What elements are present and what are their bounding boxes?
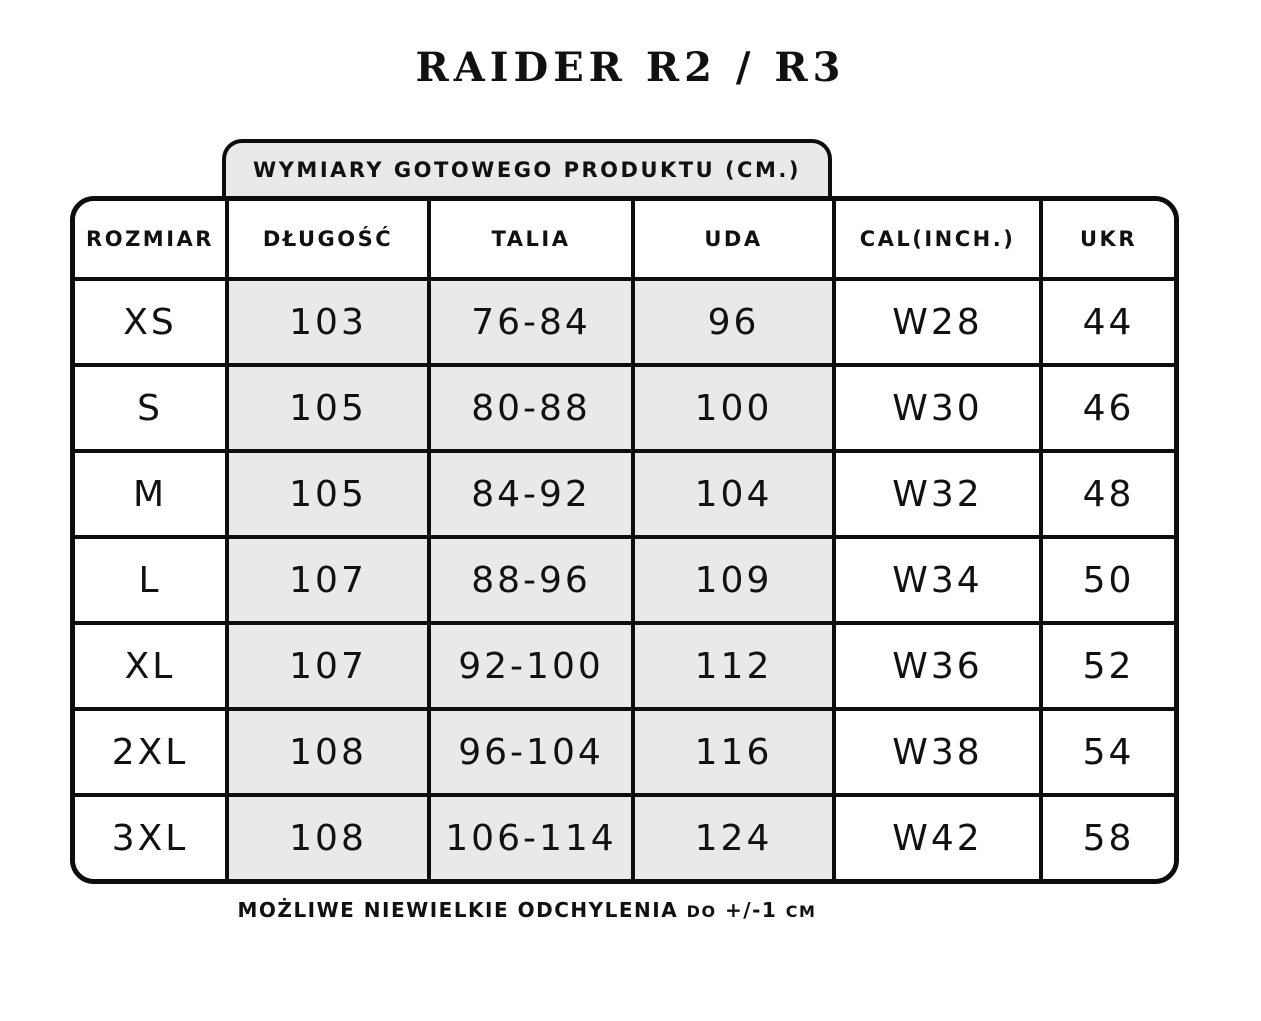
cell-2xl-ukr: 54 <box>1039 707 1174 793</box>
cell-2xl-waist: 96-104 <box>427 707 631 793</box>
size-table <box>70 196 1179 884</box>
cell-m-waist: 84-92 <box>427 449 631 535</box>
cell-l-ukr: 50 <box>1039 535 1174 621</box>
cell-l-inch: W34 <box>832 535 1039 621</box>
cell-3xl-ukr: 58 <box>1039 793 1174 879</box>
cell-2xl-inch: W38 <box>832 707 1039 793</box>
cell-m-ukr: 48 <box>1039 449 1174 535</box>
size-chart-sheet <box>70 139 1179 922</box>
cell-3xl-thigh: 124 <box>631 793 832 879</box>
cell-xl-length: 107 <box>225 621 427 707</box>
cell-s-ukr: 46 <box>1039 363 1174 449</box>
cell-size-m: M <box>75 449 225 535</box>
cell-xs-waist: 76-84 <box>427 277 631 363</box>
cell-s-length: 105 <box>225 363 427 449</box>
cell-3xl-length: 108 <box>225 793 427 879</box>
column-header-ukr: UKR <box>1039 201 1174 277</box>
cell-l-thigh: 109 <box>631 535 832 621</box>
cell-3xl-waist: 106-114 <box>427 793 631 879</box>
tolerance-note <box>222 898 832 922</box>
cell-m-thigh: 104 <box>631 449 832 535</box>
cell-size-xs: XS <box>75 277 225 363</box>
column-header-rozmiar: ROZMIAR <box>75 201 225 277</box>
cell-size-s: S <box>75 363 225 449</box>
cell-xs-length: 103 <box>225 277 427 363</box>
cell-m-inch: W32 <box>832 449 1039 535</box>
cm-dimensions-label: WYMIARY GOTOWEGO PRODUKTU (CM.) <box>253 157 801 182</box>
cell-s-waist: 80-88 <box>427 363 631 449</box>
tolerance-note-value: +/-1 <box>725 898 778 922</box>
cell-xl-waist: 92-100 <box>427 621 631 707</box>
cell-3xl-inch: W42 <box>832 793 1039 879</box>
cell-s-thigh: 100 <box>631 363 832 449</box>
cell-size-2xl: 2XL <box>75 707 225 793</box>
tolerance-note-main: MOŻLIWE NIEWIELKIE ODCHYLENIA <box>237 898 679 922</box>
cell-m-length: 105 <box>225 449 427 535</box>
cell-l-length: 107 <box>225 535 427 621</box>
tolerance-note-cm: CM <box>785 902 817 921</box>
cell-xl-inch: W36 <box>832 621 1039 707</box>
column-header-dlugosc: DŁUGOŚĆ <box>225 201 427 277</box>
column-header-uda: UDA <box>631 201 832 277</box>
cell-size-3xl: 3XL <box>75 793 225 879</box>
tolerance-note-do: DO <box>686 902 717 921</box>
page-title: RAIDER R2 / R3 <box>415 44 846 91</box>
cell-l-waist: 88-96 <box>427 535 631 621</box>
column-header-talia: TALIA <box>427 201 631 277</box>
column-header-cal-inch: CAL(INCH.) <box>832 201 1039 277</box>
cell-xl-thigh: 112 <box>631 621 832 707</box>
cell-size-xl: XL <box>75 621 225 707</box>
cell-xs-ukr: 44 <box>1039 277 1174 363</box>
cell-s-inch: W30 <box>832 363 1039 449</box>
cell-xl-ukr: 52 <box>1039 621 1174 707</box>
cell-size-l: L <box>75 535 225 621</box>
cell-xs-inch: W28 <box>832 277 1039 363</box>
cell-xs-thigh: 96 <box>631 277 832 363</box>
cm-dimensions-tab <box>222 139 832 196</box>
cell-2xl-length: 108 <box>225 707 427 793</box>
cell-2xl-thigh: 116 <box>631 707 832 793</box>
